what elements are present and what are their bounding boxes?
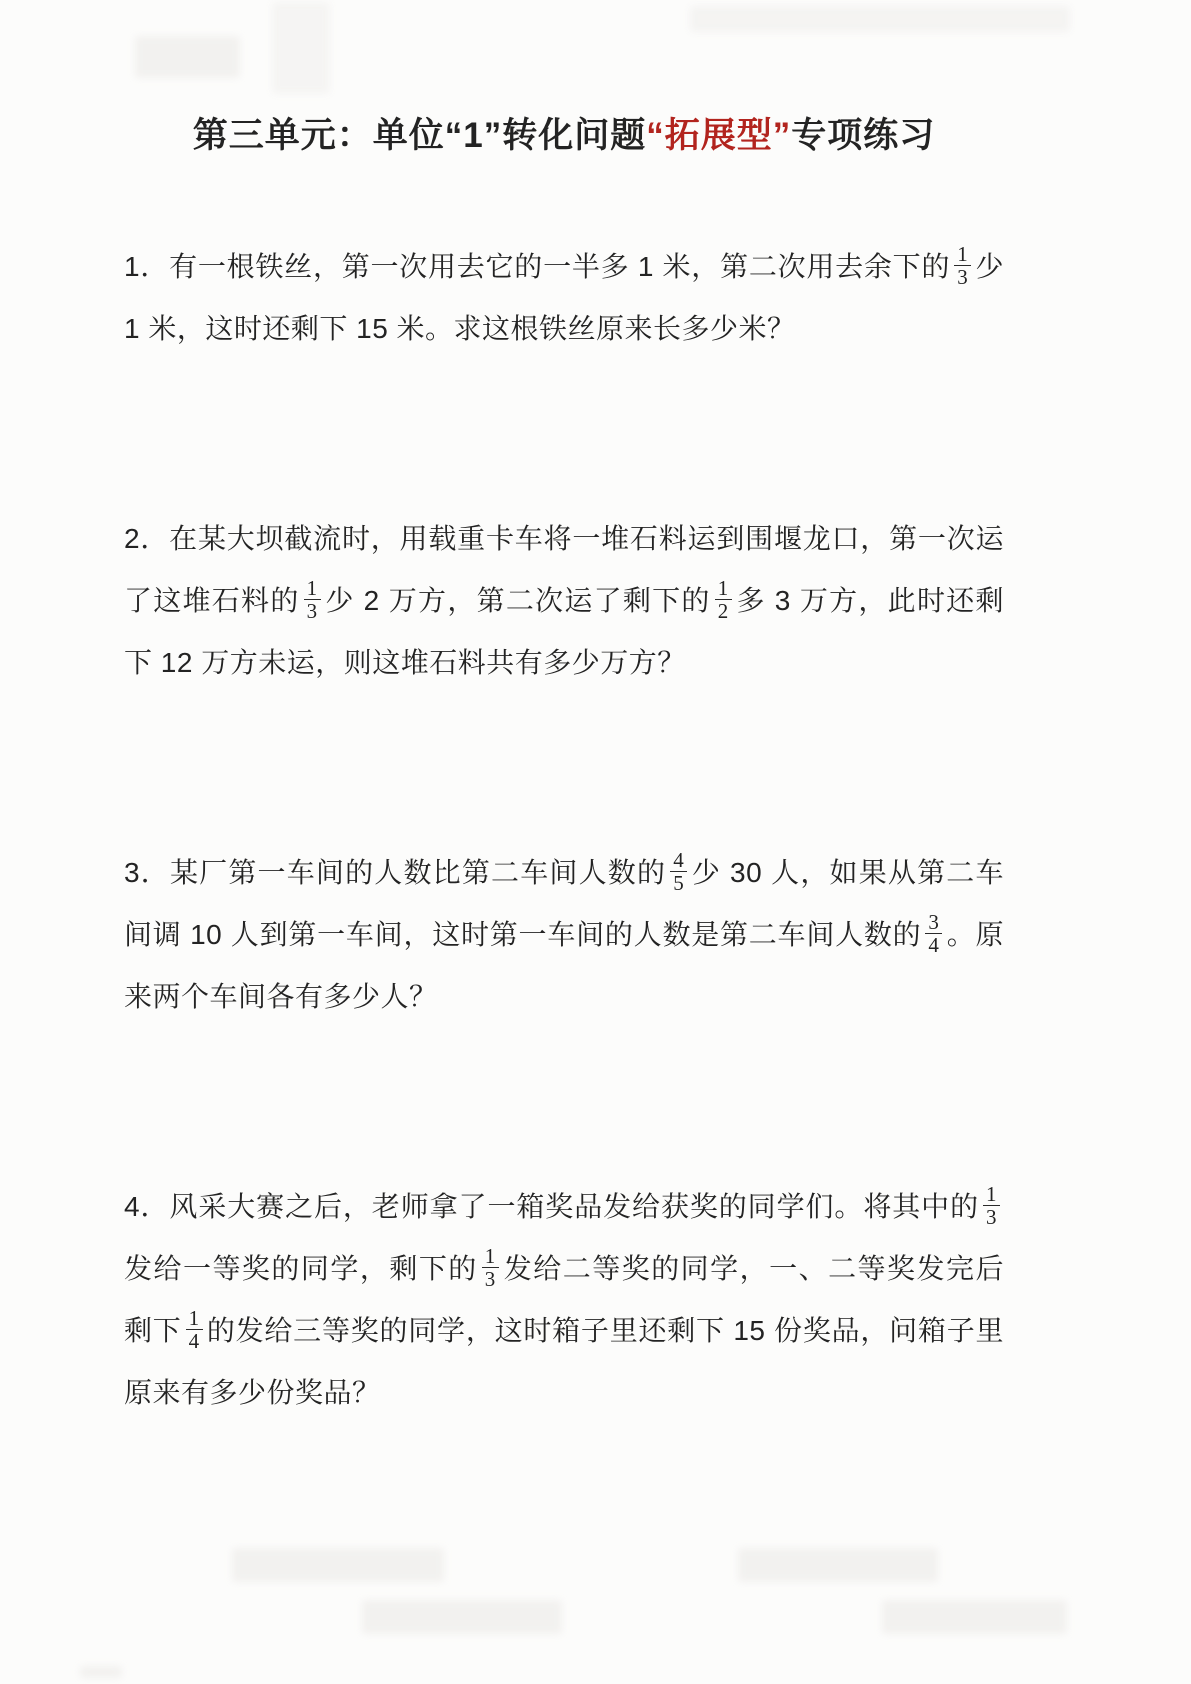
problem-3-text: 少 30 人，如果从第二车间调 10 人到第一车间，这时第一车间的人数是第二车间人数的 xyxy=(124,857,1004,950)
fraction-one-third xyxy=(482,1245,499,1290)
fraction-denominator: 5 xyxy=(673,871,685,896)
fraction-one-half xyxy=(715,577,732,622)
fraction-denominator: 4 xyxy=(188,1329,200,1354)
page-title xyxy=(124,108,1004,158)
problem-2 xyxy=(124,508,1004,694)
watermark-smudge xyxy=(232,1548,444,1582)
fraction-numerator: 1 xyxy=(954,243,971,266)
fraction-one-third xyxy=(954,243,971,288)
title-suffix: 专项练习 xyxy=(791,116,936,155)
fraction-numerator: 3 xyxy=(925,911,942,934)
fraction-denominator: 3 xyxy=(484,1267,496,1292)
title-prefix: 第三单元：单位“1”转化问题 xyxy=(192,116,647,155)
fraction-one-third xyxy=(304,577,321,622)
fraction-denominator: 3 xyxy=(306,599,318,624)
problem-3 xyxy=(124,842,1004,1028)
problem-1 xyxy=(124,236,1004,360)
problem-4 xyxy=(124,1176,1004,1424)
problem-4-text: 发给一等奖的同学，剩下的 xyxy=(124,1253,478,1284)
fraction-numerator: 1 xyxy=(304,577,321,600)
problem-3-text: 。原来两个车间各有多少人？ xyxy=(124,919,1004,1012)
problem-2-text: 2．在某大坝截流时，用载重卡车将一堆石料运到围堰龙口，第一次运了这堆石料的 xyxy=(124,523,1004,616)
problem-1-text: 1．有一根铁丝，第一次用去它的一半多 1 米，第二次用去余下的 xyxy=(124,251,951,282)
fraction-denominator: 3 xyxy=(986,1205,997,1230)
watermark-smudge xyxy=(882,1600,1067,1634)
fraction-denominator: 4 xyxy=(928,933,940,958)
fraction-one-third xyxy=(983,1183,1000,1228)
fraction-numerator: 1 xyxy=(186,1307,203,1330)
problem-1-text: 少 1 米，这时还剩下 15 米。求这根铁丝原来长多少米？ xyxy=(124,251,1004,344)
fraction-three-quarters xyxy=(925,911,942,956)
fraction-numerator: 1 xyxy=(983,1183,1000,1206)
fraction-numerator: 1 xyxy=(482,1245,499,1268)
watermark-smudge xyxy=(80,1666,122,1678)
fraction-denominator: 3 xyxy=(957,265,969,290)
fraction-one-quarter xyxy=(186,1307,203,1352)
fraction-numerator: 4 xyxy=(670,849,687,872)
fraction-numerator: 1 xyxy=(715,577,732,600)
title-highlight: “拓展型” xyxy=(646,116,792,155)
fraction-denominator: 2 xyxy=(717,599,729,624)
problem-4-text: 的发给三等奖的同学，这时箱子里还剩下 15 份奖品，问箱子里原来有多少份奖品？ xyxy=(124,1315,1004,1408)
problem-3-text: 3．某厂第一车间的人数比第二车间人数的 xyxy=(124,857,667,888)
problem-4-text: 发给二等奖的同学，一、二等奖发完后剩下 xyxy=(124,1253,1004,1346)
fraction-four-fifths xyxy=(670,849,687,894)
problem-2-text: 少 2 万方，第二次运了剩下的 xyxy=(324,585,711,616)
problem-4-text: 4．风采大赛之后，老师拿了一箱奖品发给获奖的同学们。将其中的 xyxy=(124,1191,979,1222)
watermark-smudge xyxy=(362,1600,562,1634)
watermark-smudge xyxy=(738,1548,938,1582)
problem-2-text: 多 3 万方，此时还剩下 12 万方未运，则这堆石料共有多少万方？ xyxy=(124,585,1004,678)
worksheet-content xyxy=(124,0,1004,1424)
